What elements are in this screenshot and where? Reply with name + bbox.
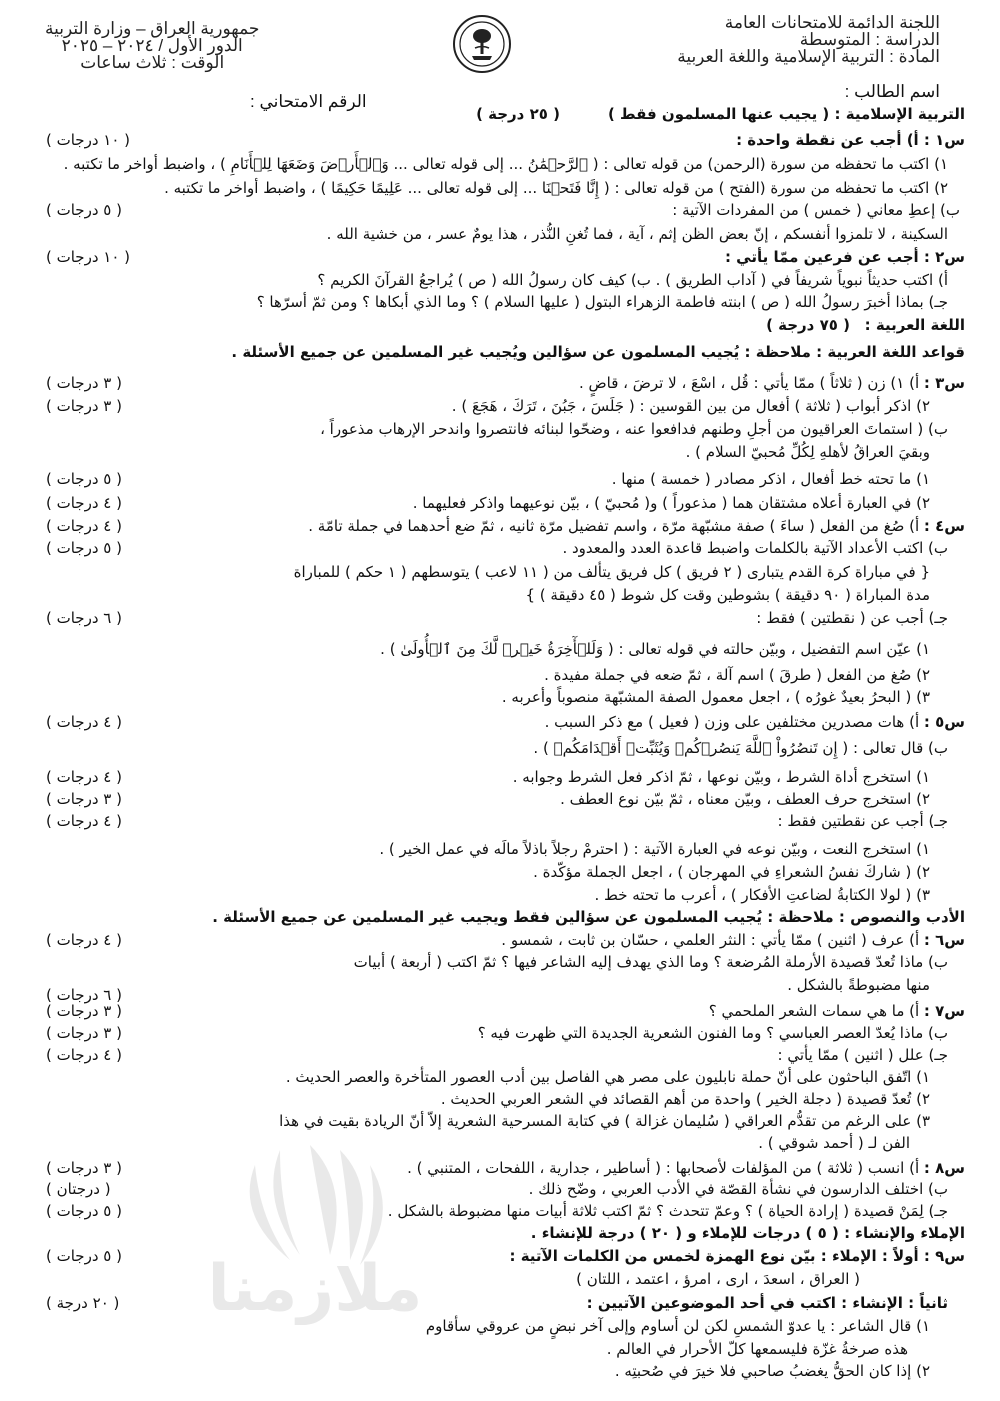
exam-line-text: السكينة ، لا تلمزوا أنفسكم ، إنّ بعض الظن إثم ، آية ، فما تُغنِ النُّذر ، هذا يومٌ عسر ، من خشية الله . <box>326 225 948 243</box>
exam-line <box>0 929 1000 951</box>
exam-line-text: ١) استخرج أداة الشرط ، وبيّن نوعها ، ثمّ اذكر فعل الشرط وجوابه . <box>512 768 930 786</box>
exam-line <box>0 951 1000 973</box>
exam-line <box>0 492 1000 514</box>
exam-line-text: ٢) تُعدّ قصيدة ( دجلة الخير ) واحدة من أهم القصائد في الشعر العربي الحديث . <box>440 1090 930 1108</box>
exam-line-text: ٣) على الرغم من تقدُّم العراقي ( سُليمان غزالة ) في كتابة المسرحية الشعرية إلاّ أنّ الريادة بقيت في هذا <box>279 1112 930 1130</box>
exam-line-text: اللغة العربية : <box>864 316 965 334</box>
header-subject: المادة : التربية الإسلامية واللغة العربية <box>677 47 940 66</box>
exam-line-text: جـ) أجب عن ( نقطتين ) فقط : <box>756 609 948 627</box>
question-number: س٤ : <box>923 517 965 535</box>
question-number: س٦ : <box>923 931 965 949</box>
exam-line-text: { في مباراة كرة القدم يتبارى ( ٢ فريق ) كل فريق يتألف من ( ١١ لاعب ) يتوسطهم ( ١ حكم ) للمباراة <box>293 563 930 581</box>
question-marks: ( ٥ درجات ) <box>46 201 122 219</box>
exam-line <box>0 766 1000 788</box>
question-marks: ( ٣ درجات ) <box>46 1024 122 1042</box>
question-marks: ( ٣ درجات ) <box>46 790 122 808</box>
exam-line-text: س٧ : أ) ما هي سمات الشعر الملحمي ؟ <box>708 1002 965 1020</box>
header-republic: جمهورية العراق – وزارة التربية <box>45 19 260 38</box>
exam-line <box>0 1000 1000 1022</box>
exam-line <box>0 838 1000 860</box>
exam-number-field: الرقم الامتحاني : <box>250 92 367 111</box>
exam-line <box>0 341 1000 363</box>
question-marks: ( ٤ درجات ) <box>46 768 122 786</box>
exam-line-text: الأدب والنصوص : ملاحظة : يُجيب المسلمون عن سؤالين فقط ويجيب غير المسلمين عن جميع الأسئلة . <box>212 908 965 926</box>
exam-line <box>0 561 1000 583</box>
exam-line <box>0 1222 1000 1244</box>
exam-line-text: الفن لـ ( أحمد شوقي ) . <box>758 1134 910 1152</box>
exam-line-text: ٢) اكتب ما تحفظه من سورة (الفتح ) من قوله تعالى : ( إِنَّا فَتَحۡنَا ... إلى قوله تعالى ... عَلِيمًا حَكِيمًا ) ، واضبط أواخر ما تكتبه . <box>164 179 948 197</box>
exam-line-text: ٢) إذا كان الحقُّ يغضبُ صاحبي فلا خيرَ في صُحبتِه . <box>614 1362 930 1380</box>
exam-line <box>0 974 1000 1004</box>
exam-line-text: هذه صرخةُ غزّة فليسمعها كلّ الأحرار في العالم . <box>606 1340 908 1358</box>
question-marks: ( ٦ درجات ) <box>46 609 122 627</box>
header-study-level: الدراسة : المتوسطة <box>799 30 940 49</box>
question-marks: ( ٥ درجات ) <box>46 539 122 557</box>
exam-line <box>0 441 1000 463</box>
exam-line-text: ب) إعطِ معاني ( خمس ) من المفردات الآتية : <box>672 201 960 219</box>
exam-line <box>0 906 1000 928</box>
question-number: س٧ : <box>923 1002 965 1020</box>
question-marks: ( ٥ درجات ) <box>46 1247 122 1265</box>
exam-line <box>0 711 1000 733</box>
exam-line-text: ب) اكتب الأعداد الآتية بالكلمات واضبط قاعدة العدد والمعدود . <box>562 539 948 557</box>
exam-line-text: س١ : أ) أجب عن نقطة واحدة : <box>736 131 965 149</box>
exam-line <box>0 129 1000 151</box>
exam-line <box>0 584 1000 606</box>
question-marks: ( درجتان ) <box>46 1180 111 1198</box>
exam-line <box>0 810 1000 832</box>
exam-line <box>0 153 1000 175</box>
exam-line-text: جـ) بماذا أخبرَ رسولُ الله ( ص ) ابنته فاطمة الزهراء البتول ( عليها السلام ) ؟ وما الذي أبكاها ؟ ومن ثمّ أسرّها ؟ <box>256 293 948 311</box>
question-number: س٨ : <box>923 1159 965 1177</box>
question-marks: ( ٢٠ درجة ) <box>46 1294 120 1312</box>
exam-line <box>0 314 1000 336</box>
exam-line <box>0 1200 1000 1222</box>
exam-line-text: منها مضبوطةً بالشكل . <box>787 976 930 994</box>
exam-line-text: ٣) ( لولا الكتابةُ لضاعتِ الأفكار ) ، أعرب ما تحته خط . <box>594 886 930 904</box>
question-marks: ( ٣ درجات ) <box>46 1002 122 1020</box>
question-marks: ( ٤ درجات ) <box>46 517 122 535</box>
header-session: الدور الأول / ٢٠٢٤ – ٢٠٢٥ <box>61 36 243 55</box>
exam-line-text: س٣ : أ) ١) زن ( ثلاثاً ) ممّا يأتي : قُل ، اسْعَ ، لا ترضَ ، قاضٍ . <box>578 374 965 392</box>
exam-line-text: ٢) صُغ من الفعل ( طرقَ ) اسم آلة ، ثمّ ضعه في جملة مفيدة . <box>544 666 930 684</box>
exam-line <box>0 103 1000 125</box>
exam-line <box>0 1044 1000 1066</box>
exam-line <box>0 664 1000 686</box>
exam-line <box>0 199 1000 221</box>
question-marks: ( ٣ درجات ) <box>46 374 122 392</box>
exam-line <box>0 884 1000 906</box>
question-marks: ( ٤ درجات ) <box>46 1046 122 1064</box>
exam-line-text: س٩ : أولاً : الإملاء : بيّن نوع الهمزة لخمس من الكلمات الآتية : <box>509 1247 965 1265</box>
exam-line <box>0 223 1000 245</box>
exam-line <box>0 1178 1000 1200</box>
exam-line-text: مدة المباراة ( ٩٠ دقيقة ) بشوطين وقت كل شوط ( ٤٥ دقيقة ) } <box>525 586 930 604</box>
exam-line <box>0 1088 1000 1110</box>
exam-line <box>0 372 1000 394</box>
exam-line-text: ٣) ( البحرُ بعيدٌ غورُه ) ، اجعل معمول الصفة المشبّهة منصوباً وأعربه . <box>501 688 930 706</box>
student-name-field: اسم الطالب : <box>844 82 940 101</box>
exam-line-text: ب) اختلف الدارسون في نشأة القصّة في الأدب العربي ، وضّح ذلك . <box>528 1180 948 1198</box>
exam-line <box>0 468 1000 490</box>
exam-line <box>0 1066 1000 1088</box>
exam-line-text: جـ) علل ( اثنين ) ممّا يأتي : <box>777 1046 948 1064</box>
exam-line-text: س٦ : أ) عرف ( اثنين ) ممّا يأتي : النثر العلمي ، حسّان بن ثابت ، شمسو . <box>501 931 965 949</box>
exam-line <box>0 177 1000 199</box>
header-time: الوقت : ثلاث ساعات <box>80 53 225 72</box>
question-marks: ( ٤ درجات ) <box>46 494 122 512</box>
exam-committee-header <box>677 14 940 65</box>
question-number: س٥ : <box>923 713 965 731</box>
exam-line-text: أ) اكتب حديثاً نبوياً شريفاً في ( آداب الطريق ) . ب) كيف كان رسولُ الله ( ص ) يُراجعُ القرآنَ الكريم ؟ <box>317 271 948 289</box>
exam-line <box>0 1110 1000 1132</box>
exam-line <box>0 607 1000 629</box>
question-marks: ( ٥ درجات ) <box>46 1202 122 1220</box>
question-marks: ( ٦ درجات ) <box>46 986 122 1004</box>
exam-line-text: ٢) استخرج حرف العطف ، وبيّن معناه ، ثمّ بيّن نوع العطف . <box>560 790 930 808</box>
exam-line <box>0 537 1000 559</box>
ministry-seal-icon <box>452 14 512 74</box>
exam-line-text: ١) قال الشاعر : يا عدوّ الشمسِ لكن لن أساوم وإلى آخر نبضٍ من عروقي سأقاوم <box>425 1317 930 1335</box>
exam-line <box>0 1292 1000 1314</box>
exam-line-text: ثانياً : الإنشاء : اكتب في أحد الموضوعين الآتيين : <box>586 1294 948 1312</box>
exam-line <box>0 686 1000 708</box>
exam-line-text: س٢ : أجب عن فرعين ممّا يأتي : <box>724 248 965 266</box>
exam-line-text: قواعد اللغة العربية : ملاحظة : يُجيب المسلمون عن سؤالين ويُجيب غير المسلمين عن جميع الأسئلة . <box>231 343 965 361</box>
exam-line <box>0 395 1000 417</box>
exam-line-text: وبقيَ العراقُ لأهلهِ لِكُلِّ مُحبيّ السلام ) . <box>685 443 930 461</box>
question-marks: ( ١٠ درجات ) <box>46 131 131 149</box>
question-marks: ( ١٠ درجات ) <box>46 248 131 266</box>
exam-line <box>0 1338 1000 1360</box>
exam-line <box>0 246 1000 268</box>
exam-line-text: ١) اكتب ما تحفظه من سورة (الرحمن) من قوله تعالى : ( ٱلرَّحۡمَٰنُ ... إلى قوله تعالى ... وَٱلۡأَرۡضَ وَضَعَهَا لِلۡأَنَامِ ) ، واضبط أواخر ما تكتبه . <box>63 155 948 173</box>
section-total-marks: ( ٧٥ درجة ) <box>766 316 850 334</box>
exam-line <box>0 1132 1000 1154</box>
exam-line <box>0 418 1000 440</box>
exam-line <box>0 1245 1000 1267</box>
question-marks: ( ٤ درجات ) <box>46 812 122 830</box>
exam-line <box>0 291 1000 313</box>
exam-line-text: س٥ : أ) هات مصدرين مختلفين على وزن ( فعيل ) مع ذكر السبب . <box>544 713 965 731</box>
exam-line-text: س٤ : أ) صُغ من الفعل ( ساءَ ) صفة مشبّهة مرّة ، واسم تفضيل مرّة ثانيه ، ثمّ ضع أحدهما في جملة تامّة . <box>308 517 965 535</box>
exam-line-text: ب) ماذا تُعدّ قصيدة الأرملة المُرضعة ؟ وما الذي يهدف إليه الشاعر فيها ؟ ثمّ اكتب ( أربعة ) أبيات <box>353 953 948 971</box>
exam-line-text: ب) ( استماتَ العراقيون من أجلِ وطنهم فدافعوا عنه ، وضحّوا لبنائه فانتصروا واندحر الإرهاب مذعوراً ، <box>320 420 948 438</box>
exam-line <box>0 788 1000 810</box>
exam-line-text: جـ) لِمَنْ قصيدة ( إرادة الحياة ) ؟ وعمّ تتحدث ؟ ثمّ اكتب ثلاثة أبيات منها مضبوطة بالشكل . <box>387 1202 948 1220</box>
question-number: س٣ : <box>923 374 965 392</box>
exam-line-text: التربية الإسلامية : ( يجيب عنها المسلمون فقط ) <box>607 105 965 123</box>
exam-line <box>0 1268 1000 1290</box>
exam-line <box>0 1315 1000 1337</box>
exam-line <box>0 1157 1000 1179</box>
watermark-text: ملازمنا <box>207 1252 423 1325</box>
exam-line <box>0 737 1000 759</box>
exam-line-text: ١) ما تحته خط أفعال ، اذكر مصادر ( خمسة ) منها . <box>611 470 930 488</box>
exam-line-text: ١) استخرج النعت ، وبيّن نوعه في العبارة الآتية : ( احترمْ رجلاً باذلاً مالَه في عمل الخير ) . <box>379 840 930 858</box>
question-marks: ( ٥ درجات ) <box>46 470 122 488</box>
exam-line-text: س٨ : أ) انسب ( ثلاثة ) من المؤلفات لأصحابها : ( أساطير ، جدارية ، اللفحات ، المتنبي ) . <box>407 1159 965 1177</box>
exam-line-text: ١) اتّفق الباحثون على أنّ حملة نابليون على مصر هي الفاصل بين أدب العصور المتأخرة والعصر الحديث . <box>285 1068 930 1086</box>
exam-line-text: جـ) أجب عن نقطتين فقط : <box>777 812 948 830</box>
exam-line-text: ٢) ( شاركَ نفسُ الشعراءِ في المهرجان ) ، اجعل الجملة مؤكّدة . <box>533 863 930 881</box>
question-marks: ( ٤ درجات ) <box>46 931 122 949</box>
header-committee: اللجنة الدائمة للامتحانات العامة <box>724 13 940 32</box>
question-marks: ( ٣ درجات ) <box>46 397 122 415</box>
exam-line-text: ( العراق ، اسعدَ ، ارى ، امرؤ ، اعتمد ، اللتان ) <box>576 1270 860 1288</box>
exam-line <box>0 861 1000 883</box>
ministry-header <box>45 20 259 71</box>
question-marks: ( ٤ درجات ) <box>46 713 122 731</box>
exam-line <box>0 269 1000 291</box>
exam-line <box>0 1022 1000 1044</box>
exam-line <box>0 1360 1000 1382</box>
exam-line <box>0 515 1000 537</box>
exam-line-text: ب) قال تعالى : ( إِن تَنصُرُواْ ٱللَّهَ يَنصُرۡكُمۡ وَيُثَبِّتۡ أَقۡدَامَكُمۡ ) . <box>533 739 948 757</box>
exam-line-text: ٢) في العبارة أعلاه مشتقان هما ( مذعوراً ) و( مُحبيّ ) ، بيّن نوعيهما واذكر فعليهما . <box>412 494 930 512</box>
exam-line-text: الإملاء والإنشاء : ( ٥ ) درجات للإملاء و ( ٢٠ ) درجة للإنشاء . <box>530 1224 965 1242</box>
exam-line-text: ٢) اذكر أبواب ( ثلاثة ) أفعال من بين القوسين : ( جَلَسَ ، جَبُنَ ، تَرَكَ ، هَجَعَ ) . <box>451 397 930 415</box>
question-marks: ( ٣ درجات ) <box>46 1159 122 1177</box>
section-total-marks: ( ٢٥ درجة ) <box>476 105 560 123</box>
exam-line <box>0 638 1000 660</box>
exam-line-text: ١) عيّن اسم التفضيل ، وبيّن حالته في قوله تعالى : ( وَلَلۡأٓخِرَةُ خَيۡرٞ لَّكَ مِنَ ٱلۡأُولَىٰ ) . <box>380 640 930 658</box>
exam-line-text: ب) ماذا يُعدّ العصر العباسي ؟ وما الفنون الشعرية الجديدة التي ظهرت فيه ؟ <box>477 1024 948 1042</box>
